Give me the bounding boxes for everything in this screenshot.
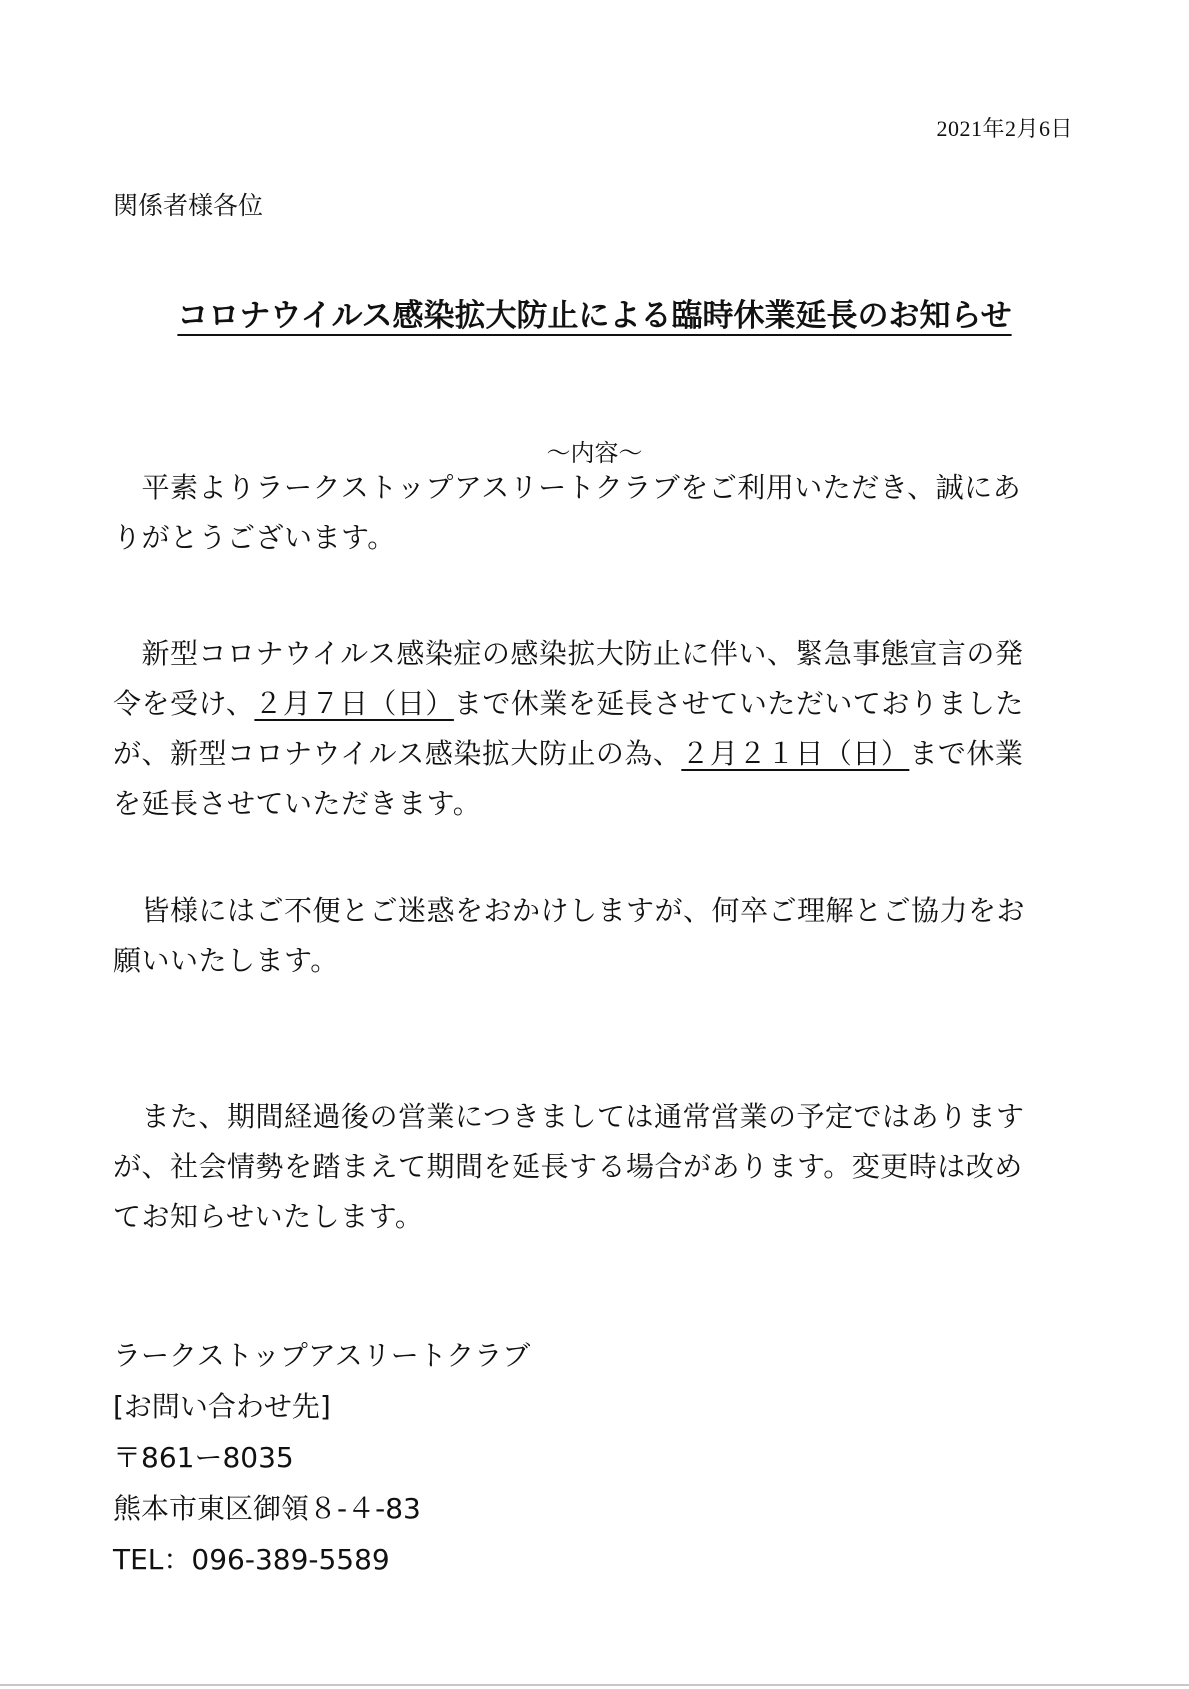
telephone: TEL：096-389-5589 <box>113 1543 390 1576</box>
paragraph-line: を延長させていただきます。 <box>113 787 482 820</box>
paragraph-line: が、社会情勢を踏まえて期間を延長する場合があります。変更時は改め <box>113 1150 1023 1183</box>
paragraph-future-notice <box>113 1092 1073 1242</box>
paragraph-line: 願いいたします。 <box>113 944 339 977</box>
paragraph-apology <box>113 886 1073 986</box>
postal-code: 〒861ー8035 <box>113 1441 294 1474</box>
recipient-line: 関係者様各位 <box>113 191 264 220</box>
text-fragment: まで休業 <box>909 737 1024 770</box>
text-fragment: まで休業を延長させていただいておりました <box>453 687 1024 720</box>
document-date: 2021年2月6日 <box>936 116 1073 141</box>
paragraph-line: また、期間経過後の営業につきましては通常営業の予定ではあります <box>113 1100 1025 1133</box>
inquiry-label: [お問い合わせ先] <box>113 1390 331 1423</box>
new-closure-date: ２月２１日（日） <box>681 737 910 770</box>
paragraph-line: りがとうございます。 <box>113 521 396 554</box>
paragraph-line <box>113 679 1073 729</box>
paragraph-line <box>113 729 1073 779</box>
content-heading: 〜内容〜 <box>546 439 643 467</box>
paragraph-greeting <box>113 463 1073 563</box>
paragraph-closure-extension <box>113 629 1073 829</box>
organization-name: ラークストップアスリートクラブ <box>113 1339 531 1372</box>
text-fragment: が、新型コロナウイルス感染拡大防止の為、 <box>113 737 682 770</box>
document-title-text: コロナウイルス感染拡大防止による臨時休業延長のお知らせ <box>177 298 1012 334</box>
page-bottom-divider <box>0 1684 1189 1686</box>
document-title <box>0 290 1189 335</box>
contact-block <box>113 1330 530 1585</box>
paragraph-line: 皆様にはご不便とご迷惑をおかけしますが、何卒ご理解とご協力をお <box>113 894 1026 927</box>
text-fragment: 令を受け、 <box>113 687 255 720</box>
paragraph-line: 新型コロナウイルス感染症の感染拡大防止に伴い、緊急事態宣言の発 <box>113 637 1024 670</box>
previous-closure-date: ２月７日（日） <box>254 687 454 720</box>
paragraph-line: てお知らせいたします。 <box>113 1200 424 1233</box>
address: 熊本市東区御領８-４-83 <box>113 1492 421 1525</box>
paragraph-line: 平素よりラークストップアスリートクラブをご利用いただき、誠にあ <box>113 471 1022 504</box>
